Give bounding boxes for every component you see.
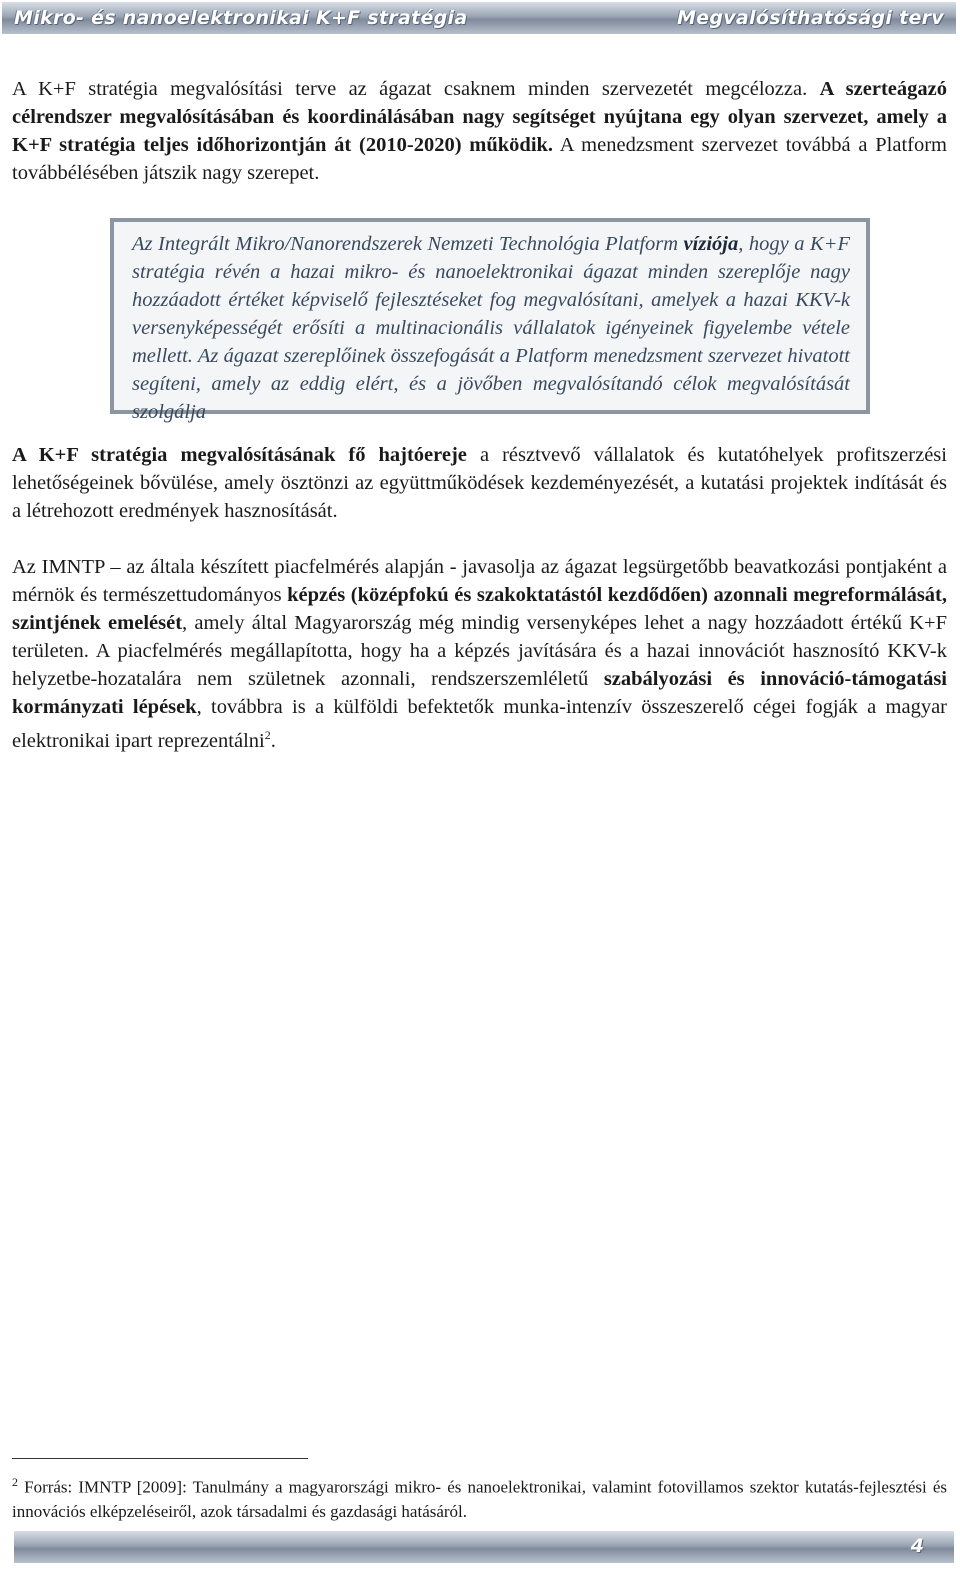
header-title: Mikro- és nanoelektronikai K+F stratégia — [14, 7, 468, 29]
bold-run: szabályozási és innováció-támogatási kormányzati lépések — [12, 668, 948, 718]
text-run: a résztvevő vállalatok és kutatóhelyek profitszerzési lehetőségeinek bővülése, amely ösztönzi az együttműködések kezdeményezését, a kutatási projektek indítását és a létrehozott eredmények hasznosítását. — [12, 444, 947, 522]
footnote-separator — [12, 1458, 308, 1459]
footnote-reference[interactable]: 2 — [264, 728, 271, 742]
text-run: Az Integrált Mikro/Nanorendszerek Nemzeti Technológia Platform — [132, 233, 684, 255]
paragraph-imntp — [12, 553, 947, 755]
paragraph-driver — [12, 441, 947, 525]
bold-run: A szerteágazó célrendszer megvalósításában és koordinálásában nagy segítséget nyújtana egy olyan szervezet, amely a K+F stratégia teljes időhorizontján át (2010-2020) működik. — [12, 78, 947, 156]
page-header — [2, 2, 956, 34]
header-doc-type: Megvalósíthatósági terv — [676, 7, 944, 29]
text-run: Az IMNTP – az általa készített piacfelmérés alapján - javasolja az ágazat legsürgetőbb beavatkozási pontjaként a mérnök és természettudományos — [12, 556, 947, 606]
vision-text — [132, 230, 850, 426]
text-run: , hogy a K+F stratégia révén a hazai mikro- és nanoelektronikai ágazat minden szereplője nagy hozzáadott értéket képviselő fejlesztéseket fog megvalósítani, amelyek a hazai KKV-k versenyképességét erősíti a multinacionális vállalatok igényeinek figyelembe vétele mellett. Az ágazat szereplőinek összefogását a Platform menedzsment szervezet hivatott segíteni, amely az eddig elért, és a jövőben megvalósítandó célok megvalósítását szolgálja — [132, 233, 850, 423]
text-run: A menedzsment szervezet továbbá a Platform továbbélésében játszik nagy szerepet. — [12, 134, 948, 184]
vision-box — [110, 218, 870, 423]
bold-run: A K+F stratégia megvalósításának fő hajtóereje — [12, 444, 467, 466]
footnote-text: Forrás: IMNTP [2009]: Tanulmány a magyarországi mikro- és nanoelektronikai, valamint fotovillamos szektor kutatás-fejlesztési és innovációs elképzeléseiről, azok társadalmi és gazdasági hatásáról. — [12, 1477, 947, 1521]
bold-run: víziója — [683, 233, 739, 255]
text-run: A K+F stratégia megvalósítási terve az ágazat csaknem minden szervezetét megcélozza. — [12, 78, 820, 100]
paragraph-intro — [12, 75, 947, 187]
text-run: , amely által Magyarország még mindig versenyképes lehet a nagy hozzáadott értékű K+F területen. A piacfelmérés megállapította, hogy ha a képzés javítására és a hazai innovációt hasznosító KKV-k helyzetbe-hozatalára nem születnek azonnali, rendszerszemléletű — [12, 612, 947, 690]
page-footer — [14, 1531, 954, 1563]
bold-run: képzés (középfokú és szakoktatástól kezdődően) azonnali megreformálását, szintjének emelését — [12, 584, 947, 634]
text-run: . — [270, 729, 276, 752]
page-number: 4 — [910, 1535, 924, 1557]
text-run: , továbbra is a külföldi befektetők munka-intenzív összeszerelő cégei fogják a magyar elektronikai ipart reprezentálni — [12, 696, 947, 752]
footnote-mark: 2 — [12, 1475, 18, 1489]
footnote — [12, 1470, 947, 1524]
